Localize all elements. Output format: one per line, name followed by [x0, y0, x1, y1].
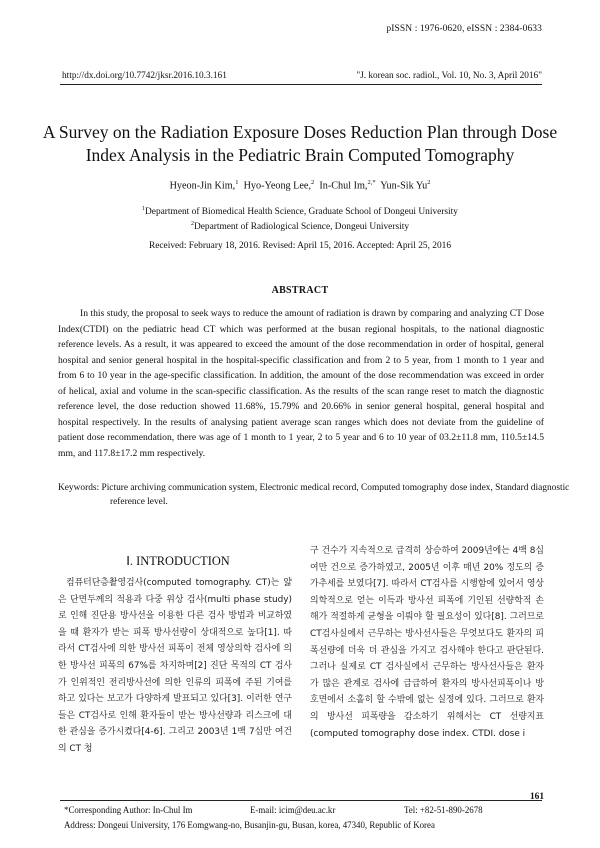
author-tel: Tel: +82-51-890-2678: [404, 805, 483, 815]
abstract-heading: ABSTRACT: [271, 285, 329, 296]
title-line-1: A Survey on the Radiation Exposure Doses Reduction Plan through Dose: [42, 122, 558, 142]
affiliation-mark: 1: [142, 206, 146, 212]
page-number: 161: [529, 792, 544, 802]
received-dates: Received: February 18, 2016. Revised: April 15, 2016. Accepted: April 25, 2016: [148, 241, 452, 251]
abstract-body: In this study, the proposal to seek ways to reduce the amount of radiation is drawn by comparing and analyzing CT Dose Index(CTDI) on the pediatric head CT which was performed at the busan regional hospitals, to the national diagnostic reference levels. As a result, it was appeared to exceed the amount of the dose recommendation in order of hospital, general hospital and senior general hospital in the hospital-specific classification and from 2 to 5 year, from 1 month to 1 year and from 6 to 10 year in the age-specific classification. In addition, the amount of the dose recommendation was exceed in order of helical, axial and volume in the scan-specific classification. As the results of the scan range reset to match the diagnostic reference level, the dose reduction showed 11.68%, 15.79% and 20.66% in senior general hospital, general hospital and hospital respectively. In the results of analysing patient average scan ranges which does not deviate from the guideline of patient dose recommendation, there was age of 1 month to 1 year, 2 to 5 year and 6 to 10 year of 03.2±11.8 mm, 110.5±14.5 mm, and 117.8±17.2 mm respectively.: [58, 308, 544, 459]
journal-citation: "J. korean soc. radiol., Vol. 10, No. 3, April 2016": [356, 71, 542, 81]
issn-line: pISSN : 1976-0620, eISSN : 2384-0633: [386, 24, 542, 34]
header-divider: [60, 84, 542, 85]
footer-divider: [60, 800, 542, 801]
keywords: [58, 482, 596, 509]
author-email[interactable]: E-mail: icim@deu.ac.kr: [250, 805, 336, 815]
affiliation-text: Department of Radiological Science, Dongeui University: [193, 222, 410, 233]
affiliation-text: Department of Biomedical Health Science, Graduate School of Dongeui University: [145, 207, 458, 218]
keywords-text: Picture archiving communication system, Electronic medical record, Computed tomography dose index, Standard diagnostic reference level.: [101, 483, 570, 507]
author-list: [40, 179, 560, 191]
section-heading-introduction: Ⅰ. INTRODUCTION: [126, 554, 230, 568]
doi-link[interactable]: http://dx.doi.org/10.7742/jksr.2016.10.3.161: [62, 71, 227, 81]
author-affil-mark: 2,*: [367, 179, 376, 186]
author-name: Yun-Sik Yu: [380, 180, 428, 192]
author-affil-mark: 2: [427, 179, 431, 186]
affiliation-mark: 2: [190, 221, 194, 227]
body-column-right: 구 건수가 지속적으로 급격히 상승하여 2009년에는 4백 8십여만 건으로 증가하였고, 2005년 이후 매년 20% 정도의 증가추세를 보였다[7]. 따라서 CT검사를 시행함에 있어서 영상 의학적으로 얻는 이득과 방사선 피폭에 기인된 선량학적 손해가 적절하게 균형을 이뤄야 할 필요성이 있다[8]. 그러므로 CT검사실에서 근무하는 방사선사들은 무엇보다도 환자의 피폭선량에 더욱 더 관심을 가지고 검사해야 한다고 판단된다. 그러나 실제로 CT 검사실에서 근무하는 방사선사들은 환자가 많은 관계로 검사에 급급하여 환자의 방사선피폭이나 방호면에서 소홀히 할 수밖에 없는 실정에 있다. 그러므로 환자의 방사선 피폭량을 감소하기 위해서는 CT 선량지표(computed tomography dose index. CTDI. dose i: [310, 546, 544, 739]
author-affil-mark: 1: [235, 179, 239, 186]
author-address: Address: Dongeui University, 176 Eomgwang-no, Busanjin-gu, Busan, korea, 47340, Republic of Korea: [64, 820, 435, 830]
paper-title: [40, 121, 560, 167]
title-line-2: Index Analysis in the Pediatric Brain Computed Tomography: [85, 145, 515, 165]
author-affil-mark: 2: [311, 179, 315, 186]
corresponding-author: *Corresponding Author: In-Chul Im: [64, 805, 193, 815]
author-name: Hyo-Yeong Lee,: [243, 180, 311, 192]
keywords-label: Keywords:: [58, 483, 100, 493]
author-name: Hyeon-Jin Kim,: [169, 180, 236, 192]
author-name: In-Chul Im,: [319, 180, 368, 192]
body-column-left: 컴퓨터단층촬영검사(computed tomography. CT)는 얇은 단면두께의 적용과 다중 위상 검사(multi phase study)로 인해 진단용 방사선을 이용한 다른 검사 방법과 비교하였을 때 환자가 받는 피폭 방사선량이 상대적으로 높다[1]. 따라서 CT검사에 의한 방사선 피폭이 전체 영상의학 검사에 의한 방사선 피폭의 67%를 차지하며[2] 진단 목적의 CT 검사가 인위적인 전리방사선에 의한 인류의 피폭에 주된 기여를 하고 있다는 보고가 다양하게 발표되고 있다[3]. 이러한 연구들은 CT검사로 인해 환자들이 받는 방사선량과 리스크에 대한 관심을 증가시켰다[4-6]. 그리고 2003년 1백 7십만 여건의 CT 청: [58, 578, 292, 754]
affiliation-1: [40, 206, 560, 217]
affiliation-2: [40, 221, 560, 232]
